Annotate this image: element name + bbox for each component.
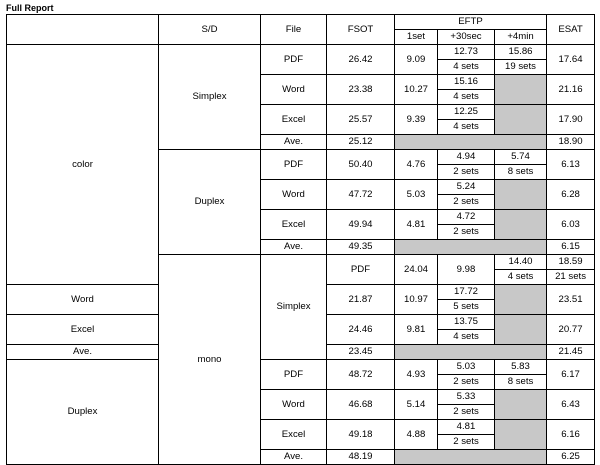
fsot-cell: 48.72 bbox=[327, 360, 395, 390]
mode-label: Simplex bbox=[261, 255, 327, 360]
file-cell: Excel bbox=[261, 210, 327, 240]
file-cell: Word bbox=[261, 180, 327, 210]
file-cell: PDF bbox=[261, 150, 327, 180]
eftp-30sec-sets: 4 sets bbox=[438, 120, 495, 135]
file-cell: Word bbox=[261, 390, 327, 420]
eftp-4min-value: 18.59 bbox=[547, 255, 595, 270]
header-esat: ESAT bbox=[547, 15, 595, 45]
average-eftp-empty bbox=[395, 135, 547, 150]
color-label: color bbox=[7, 45, 159, 285]
header-fsot: FSOT bbox=[327, 15, 395, 45]
esat-cell: 6.43 bbox=[547, 390, 595, 420]
fsot-cell: 21.87 bbox=[327, 285, 395, 315]
file-cell: Word bbox=[7, 285, 159, 315]
eftp-4min-empty bbox=[495, 75, 547, 105]
eftp-4min-value: 5.83 bbox=[495, 360, 547, 375]
esat-cell: 23.51 bbox=[547, 285, 595, 315]
eftp-1set-cell: 9.81 bbox=[395, 315, 438, 345]
file-cell: Excel bbox=[261, 420, 327, 450]
esat-cell: 6.16 bbox=[547, 420, 595, 450]
eftp-30sec-value: 17.72 bbox=[438, 285, 495, 300]
eftp-4min-value: 5.74 bbox=[495, 150, 547, 165]
header-eftp-1set: 1set bbox=[395, 30, 438, 45]
average-label: Ave. bbox=[261, 135, 327, 150]
header-file: File bbox=[261, 15, 327, 45]
color-label: mono bbox=[159, 255, 261, 465]
average-eftp-empty bbox=[395, 450, 547, 465]
eftp-1set-cell: 10.27 bbox=[395, 75, 438, 105]
file-cell: PDF bbox=[327, 255, 395, 285]
eftp-4min-value: 15.86 bbox=[495, 45, 547, 60]
table-row bbox=[7, 360, 595, 375]
header-color bbox=[7, 15, 159, 45]
fsot-cell: 49.18 bbox=[327, 420, 395, 450]
eftp-4min-empty bbox=[495, 210, 547, 240]
average-esat: 18.90 bbox=[547, 135, 595, 150]
eftp-30sec-sets: 2 sets bbox=[438, 435, 495, 450]
eftp-30sec-sets: 4 sets bbox=[438, 330, 495, 345]
esat-cell: 6.28 bbox=[547, 180, 595, 210]
fsot-cell: 24.46 bbox=[327, 315, 395, 345]
average-esat: 6.15 bbox=[547, 240, 595, 255]
eftp-30sec-sets: 2 sets bbox=[438, 405, 495, 420]
table-row bbox=[7, 45, 595, 60]
fsot-cell: 50.40 bbox=[327, 150, 395, 180]
eftp-4min-sets: 8 sets bbox=[495, 375, 547, 390]
report-title: Full Report bbox=[6, 3, 54, 13]
mode-label: Simplex bbox=[159, 45, 261, 150]
eftp-1set-cell: 4.88 bbox=[395, 420, 438, 450]
eftp-30sec-value: 12.25 bbox=[438, 105, 495, 120]
eftp-30sec-sets: 4 sets bbox=[438, 90, 495, 105]
average-esat: 6.25 bbox=[547, 450, 595, 465]
eftp-1set-cell: 9.09 bbox=[395, 45, 438, 75]
average-esat: 21.45 bbox=[547, 345, 595, 360]
eftp-30sec-value: 14.40 bbox=[495, 255, 547, 270]
average-eftp-empty bbox=[395, 345, 547, 360]
header-row-1 bbox=[7, 15, 595, 30]
eftp-1set-cell: 9.39 bbox=[395, 105, 438, 135]
esat-cell: 17.90 bbox=[547, 105, 595, 135]
eftp-4min-sets: 21 sets bbox=[547, 270, 595, 285]
esat-cell: 6.17 bbox=[547, 360, 595, 390]
fsot-cell: 23.38 bbox=[327, 75, 395, 105]
eftp-30sec-value: 15.16 bbox=[438, 75, 495, 90]
eftp-30sec-sets: 5 sets bbox=[438, 300, 495, 315]
header-eftp-4min: +4min bbox=[495, 30, 547, 45]
fsot-cell: 25.57 bbox=[327, 105, 395, 135]
file-cell: Word bbox=[261, 75, 327, 105]
file-cell: PDF bbox=[261, 45, 327, 75]
eftp-1set-cell: 4.76 bbox=[395, 150, 438, 180]
eftp-1set-cell: 5.14 bbox=[395, 390, 438, 420]
header-sd: S/D bbox=[159, 15, 261, 45]
eftp-30sec-value: 5.24 bbox=[438, 180, 495, 195]
eftp-1set-cell: 4.93 bbox=[395, 360, 438, 390]
eftp-30sec-sets: 2 sets bbox=[438, 225, 495, 240]
average-fsot: 48.19 bbox=[327, 450, 395, 465]
mode-label: Duplex bbox=[159, 150, 261, 255]
esat-cell: 17.64 bbox=[547, 45, 595, 75]
eftp-4min-empty bbox=[495, 315, 547, 345]
average-label: Ave. bbox=[261, 450, 327, 465]
eftp-4min-empty bbox=[495, 105, 547, 135]
esat-cell: 21.16 bbox=[547, 75, 595, 105]
fsot-cell: 47.72 bbox=[327, 180, 395, 210]
file-cell: PDF bbox=[261, 360, 327, 390]
mode-label: Duplex bbox=[7, 360, 159, 465]
eftp-30sec-sets: 4 sets bbox=[495, 270, 547, 285]
fsot-cell: 49.94 bbox=[327, 210, 395, 240]
eftp-30sec-value: 12.73 bbox=[438, 45, 495, 60]
eftp-30sec-value: 4.94 bbox=[438, 150, 495, 165]
esat-cell: 20.77 bbox=[547, 315, 595, 345]
esat-cell: 6.03 bbox=[547, 210, 595, 240]
eftp-4min-sets: 8 sets bbox=[495, 165, 547, 180]
eftp-30sec-value: 13.75 bbox=[438, 315, 495, 330]
fsot-cell: 46.68 bbox=[327, 390, 395, 420]
esat-cell: 6.13 bbox=[547, 150, 595, 180]
eftp-1set-cell: 5.03 bbox=[395, 180, 438, 210]
file-cell: Excel bbox=[7, 315, 159, 345]
average-fsot: 23.45 bbox=[327, 345, 395, 360]
eftp-4min-empty bbox=[495, 420, 547, 450]
report-body bbox=[7, 45, 595, 465]
header-eftp-30sec: +30sec bbox=[438, 30, 495, 45]
full-report-table bbox=[6, 14, 595, 465]
fsot-cell: 24.04 bbox=[395, 255, 438, 285]
eftp-1set-cell: 9.98 bbox=[438, 255, 495, 285]
file-cell: Excel bbox=[261, 105, 327, 135]
eftp-30sec-value: 4.81 bbox=[438, 420, 495, 435]
average-fsot: 25.12 bbox=[327, 135, 395, 150]
average-eftp-empty bbox=[395, 240, 547, 255]
eftp-30sec-sets: 2 sets bbox=[438, 375, 495, 390]
eftp-4min-sets: 19 sets bbox=[495, 60, 547, 75]
eftp-30sec-value: 4.72 bbox=[438, 210, 495, 225]
fsot-cell: 26.42 bbox=[327, 45, 395, 75]
header-eftp: EFTP bbox=[395, 15, 547, 30]
eftp-30sec-sets: 2 sets bbox=[438, 195, 495, 210]
eftp-1set-cell: 10.97 bbox=[395, 285, 438, 315]
average-label: Ave. bbox=[261, 240, 327, 255]
average-fsot: 49.35 bbox=[327, 240, 395, 255]
eftp-30sec-value: 5.33 bbox=[438, 390, 495, 405]
eftp-4min-empty bbox=[495, 285, 547, 315]
eftp-4min-empty bbox=[495, 180, 547, 210]
eftp-30sec-sets: 2 sets bbox=[438, 165, 495, 180]
eftp-30sec-value: 5.03 bbox=[438, 360, 495, 375]
average-label: Ave. bbox=[7, 345, 159, 360]
eftp-30sec-sets: 4 sets bbox=[438, 60, 495, 75]
eftp-1set-cell: 4.81 bbox=[395, 210, 438, 240]
